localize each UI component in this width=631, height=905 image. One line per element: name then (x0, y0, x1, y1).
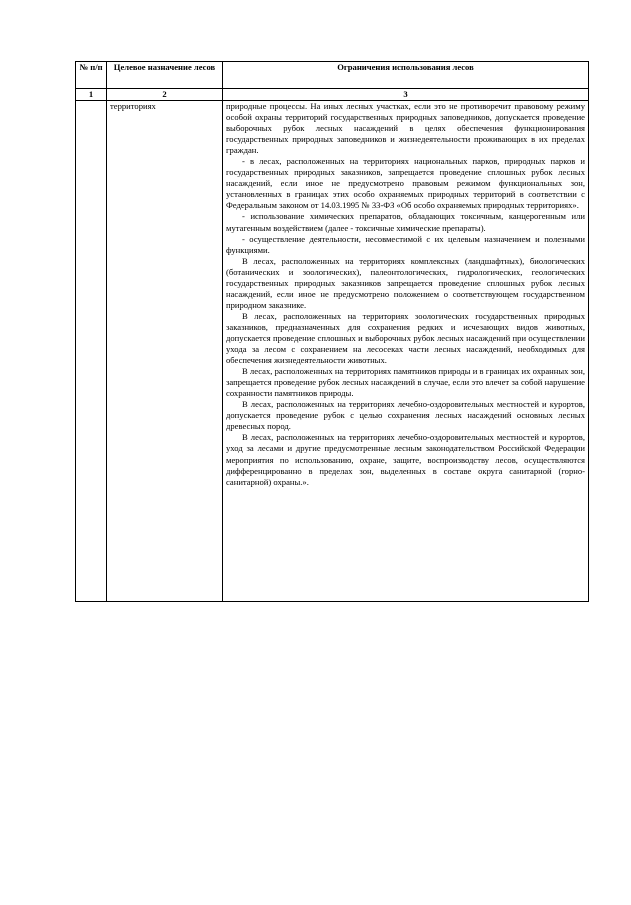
column-number-3: 3 (223, 89, 589, 101)
restriction-paragraph: - в лесах, расположенных на территориях национальных парков, природных парков и государственных природных заказников, запрещается проведение сплошных рубок лесных насаждений, если иное не предусмотрено правовым режимом функциональных зон, установленных в границах этих особо охраняемых природных территорий в соответствии с Федеральным законом от 14.03.1995 № 33-ФЗ «Об особо охраняемых природных территориях». (226, 156, 585, 211)
restriction-paragraph: природные процессы. На иных лесных участках, если это не противоречит правовому режиму особой охраны территорий государственных природных заповедников, допускается проведение выборочных рубок лесных насаждений в целях обеспечения функционирования государственных природных заповедников и жизнедеятельности проживающих в их пределах граждан. (226, 101, 585, 156)
restriction-paragraph: В лесах, расположенных на территориях памятников природы и в границах их охранных зон, запрещается проведение рубок лесных насаждений в случае, если это влечет за собой нарушение сохранности памятников природы. (226, 366, 585, 399)
table-header-row (76, 62, 589, 89)
restrictions-cell (223, 101, 589, 602)
restriction-paragraph: В лесах, расположенных на территориях зоологических государственных природных заказников, предназначенных для сохранения редких и исчезающих видов животных, допускается проведение сплошных и выборочных рубок лесных насаждений при осуществлении ухода за лесом с сохранением на лесосеках части лесных насаждений, необходимых для обеспечения жизнедеятельности животных. (226, 310, 585, 366)
restriction-paragraph: В лесах, расположенных на территориях лечебно-оздоровительных местностей и курортов, уход за лесами и другие предусмотренные лесным законодательством Российской Федерации мероприятия по использованию, охране, защите, воспроизводству лесов, осуществляются дифференцированно в пределах зон, выделенных в составе округа санитарной (горно-санитарной) охраны.». (226, 432, 585, 487)
restriction-paragraph: - использование химических препаратов, обладающих токсичным, канцерогенным или мутагенным воздействием (далее - токсичные химические препараты). (226, 211, 585, 233)
restriction-paragraph: - осуществление деятельности, несовместимой с их целевым назначением и полезными функциями. (226, 233, 585, 255)
header-number: № п/п (76, 62, 107, 89)
restriction-paragraph: В лесах, расположенных на территориях комплексных (ландшафтных), биологических (ботанических и зоологических), палеонтологических, гидрологических, геологических государственных природных заказников запрещается проведение сплошных рубок лесных насаждений, если иное не предусмотрено положением о соответствующем государственном природном заказнике. (226, 255, 585, 310)
restrictions-table (75, 61, 589, 602)
row-number-cell (76, 101, 107, 602)
header-restrictions: Ограничения использования лесов (223, 62, 589, 89)
purpose-cell: территориях (107, 101, 223, 602)
header-purpose: Целевое назначение лесов (107, 62, 223, 89)
column-number-row (76, 89, 589, 101)
table-row (76, 101, 589, 602)
column-number-2: 2 (107, 89, 223, 101)
column-number-1: 1 (76, 89, 107, 101)
restriction-paragraph: В лесах, расположенных на территориях лечебно-оздоровительных местностей и курортов, допускается проведение рубок с целью сохранения лесных насаждений основных лесных древесных пород. (226, 399, 585, 432)
